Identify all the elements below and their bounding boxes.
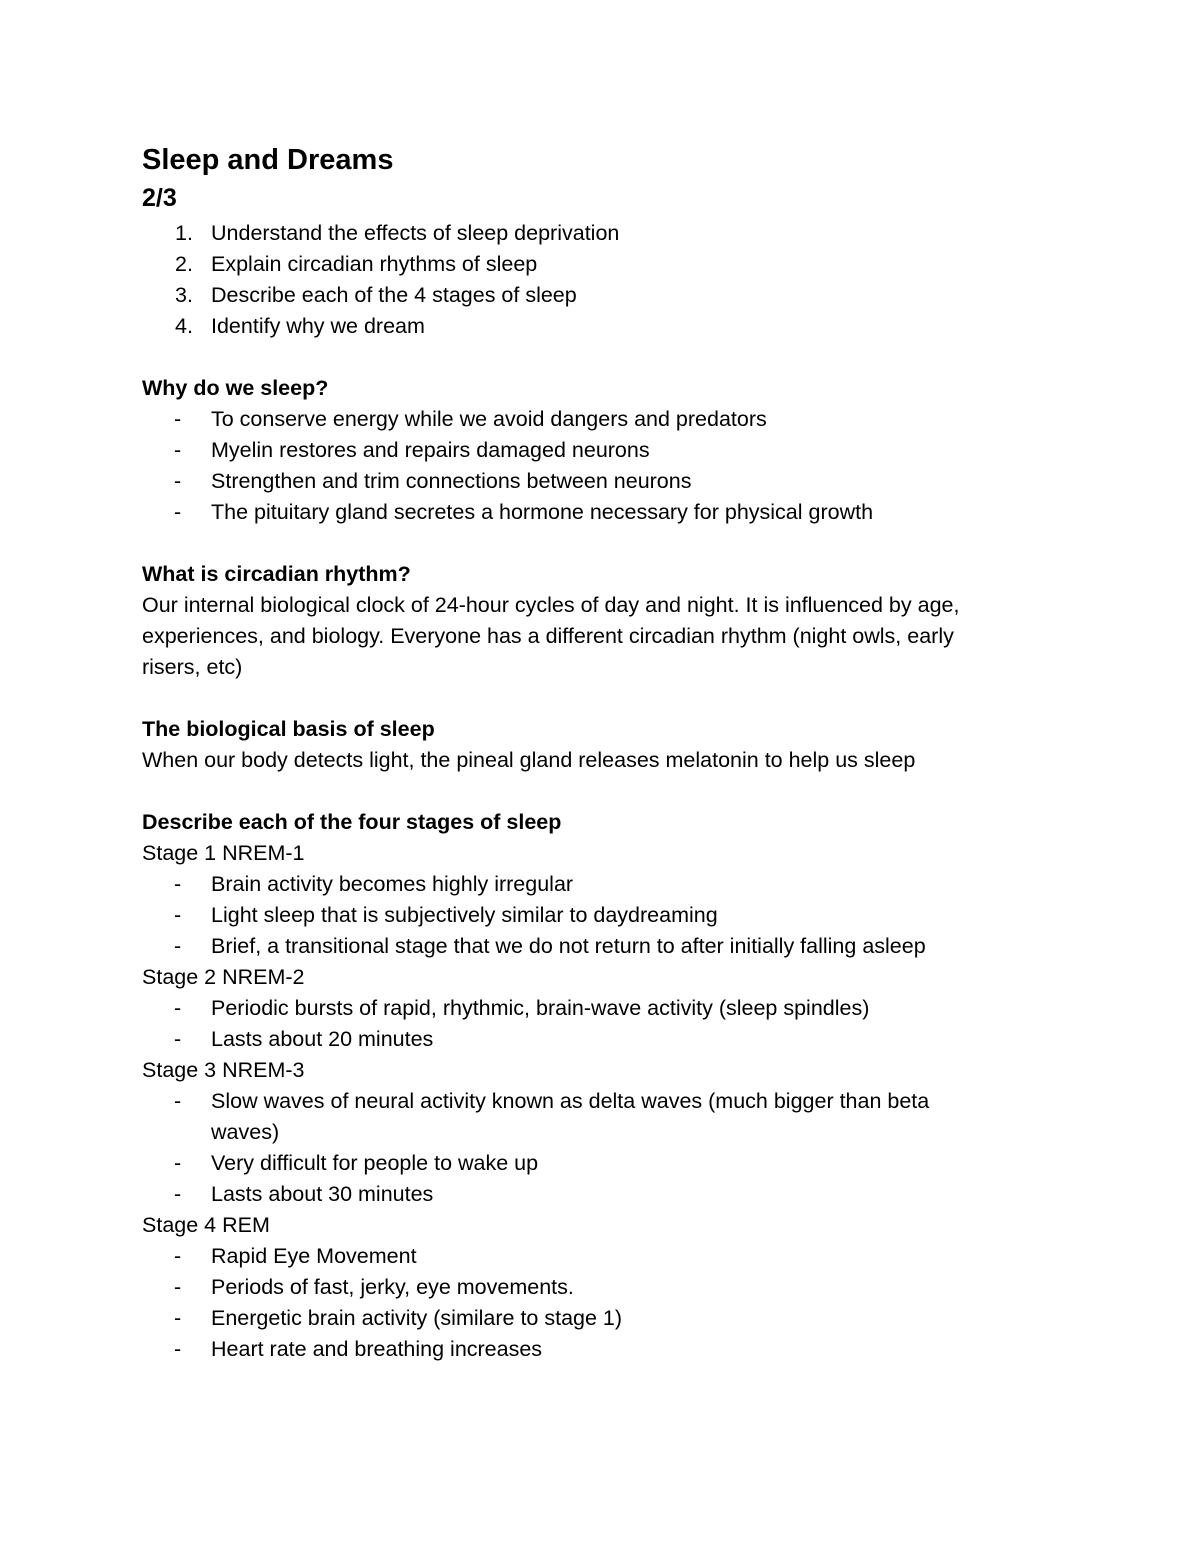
- dash-marker: -: [174, 438, 182, 462]
- list-item: [142, 1086, 1001, 1148]
- list-item: [142, 900, 1062, 931]
- objective-item: [142, 218, 1062, 249]
- list-item: [142, 931, 1062, 962]
- biological-basis-text: When our body detects light, the pineal gland releases melatonin to help us sleep: [142, 748, 916, 772]
- dash-marker: -: [174, 903, 182, 927]
- stage-3-list: [142, 1086, 1062, 1210]
- circadian-paragraph-line: experiences, and biology. Everyone has a different circadian rhythm (night owls, early: [142, 624, 954, 648]
- stage-3-label: Stage 3 NREM-3: [142, 1058, 305, 1082]
- objectives-list: [142, 218, 1062, 342]
- spacer: [142, 342, 1062, 373]
- dash-marker: -: [174, 1244, 182, 1268]
- document-title: Sleep and Dreams: [142, 144, 394, 176]
- dash-marker: -: [174, 1337, 182, 1361]
- list-item-text: Brief, a transitional stage that we do not return to after initially falling asleep: [211, 934, 926, 958]
- list-item-text: The pituitary gland secretes a hormone necessary for physical growth: [211, 500, 874, 524]
- circadian-paragraph-line: risers, etc): [142, 655, 243, 679]
- list-item: [142, 993, 1062, 1024]
- list-number: 2.: [175, 252, 193, 276]
- section-heading-stages: Describe each of the four stages of sleep: [142, 810, 562, 834]
- spacer: [142, 683, 1062, 714]
- document-page: [142, 142, 1062, 1365]
- list-number: 3.: [175, 283, 193, 307]
- dash-marker: -: [174, 1151, 182, 1175]
- dash-marker: -: [174, 1027, 182, 1051]
- stage-1-label: Stage 1 NREM-1: [142, 841, 305, 865]
- dash-marker: -: [174, 500, 182, 524]
- list-number: 1.: [175, 221, 193, 245]
- section-heading-why-sleep: Why do we sleep?: [142, 376, 329, 400]
- list-item-text: Periodic bursts of rapid, rhythmic, brain-wave activity (sleep spindles): [211, 996, 870, 1020]
- list-item-text: Slow waves of neural activity known as delta waves (much bigger than beta waves): [211, 1089, 930, 1144]
- list-item-text: Heart rate and breathing increases: [211, 1337, 543, 1361]
- list-item-text: Very difficult for people to wake up: [211, 1151, 539, 1175]
- dash-marker: -: [174, 1306, 182, 1330]
- dash-marker: -: [174, 934, 182, 958]
- list-item-text: Energetic brain activity (similare to stage 1): [211, 1306, 623, 1330]
- list-item-text: Rapid Eye Movement: [211, 1244, 417, 1268]
- list-item: [142, 1303, 1062, 1334]
- stage-4-label: Stage 4 REM: [142, 1213, 270, 1237]
- why-sleep-list: [142, 404, 1062, 528]
- dash-marker: -: [174, 1275, 182, 1299]
- objective-text: Identify why we dream: [211, 314, 425, 338]
- dash-marker: -: [174, 1089, 182, 1113]
- objective-item: [142, 280, 1062, 311]
- dash-marker: -: [174, 996, 182, 1020]
- list-item-text: Myelin restores and repairs damaged neurons: [211, 438, 650, 462]
- dash-marker: -: [174, 872, 182, 896]
- dash-marker: -: [174, 407, 182, 431]
- list-item: [142, 404, 1062, 435]
- document-date: 2/3: [142, 184, 177, 212]
- stage-4-list: [142, 1241, 1062, 1365]
- objective-item: [142, 249, 1062, 280]
- stage-2-label: Stage 2 NREM-2: [142, 965, 305, 989]
- list-item: [142, 1334, 1062, 1365]
- list-item: [142, 1241, 1062, 1272]
- dash-marker: -: [174, 469, 182, 493]
- list-item-text: To conserve energy while we avoid dangers and predators: [211, 407, 767, 431]
- section-heading-biological-basis: The biological basis of sleep: [142, 717, 435, 741]
- objective-item: [142, 311, 1062, 342]
- list-item-text: Strengthen and trim connections between neurons: [211, 469, 692, 493]
- stage-1-list: [142, 869, 1062, 962]
- dash-marker: -: [174, 1182, 182, 1206]
- list-item: [142, 1148, 1062, 1179]
- list-number: 4.: [175, 314, 193, 338]
- objective-text: Explain circadian rhythms of sleep: [211, 252, 538, 276]
- list-item-text: Lasts about 20 minutes: [211, 1027, 434, 1051]
- stage-2-list: [142, 993, 1062, 1055]
- list-item-text: Brain activity becomes highly irregular: [211, 872, 574, 896]
- spacer: [142, 528, 1062, 559]
- section-heading-circadian: What is circadian rhythm?: [142, 562, 411, 586]
- list-item: [142, 1024, 1062, 1055]
- objective-text: Describe each of the 4 stages of sleep: [211, 283, 577, 307]
- spacer: [142, 776, 1062, 807]
- list-item: [142, 497, 1062, 528]
- list-item-text: Light sleep that is subjectively similar to daydreaming: [211, 903, 718, 927]
- list-item-text: Lasts about 30 minutes: [211, 1182, 434, 1206]
- list-item: [142, 1272, 1062, 1303]
- list-item: [142, 1179, 1062, 1210]
- list-item: [142, 466, 1062, 497]
- list-item-text: Periods of fast, jerky, eye movements.: [211, 1275, 574, 1299]
- circadian-paragraph-line: Our internal biological clock of 24-hour cycles of day and night. It is influenced by age,: [142, 593, 960, 617]
- list-item: [142, 435, 1062, 466]
- list-item: [142, 869, 1062, 900]
- objective-text: Understand the effects of sleep deprivation: [211, 221, 620, 245]
